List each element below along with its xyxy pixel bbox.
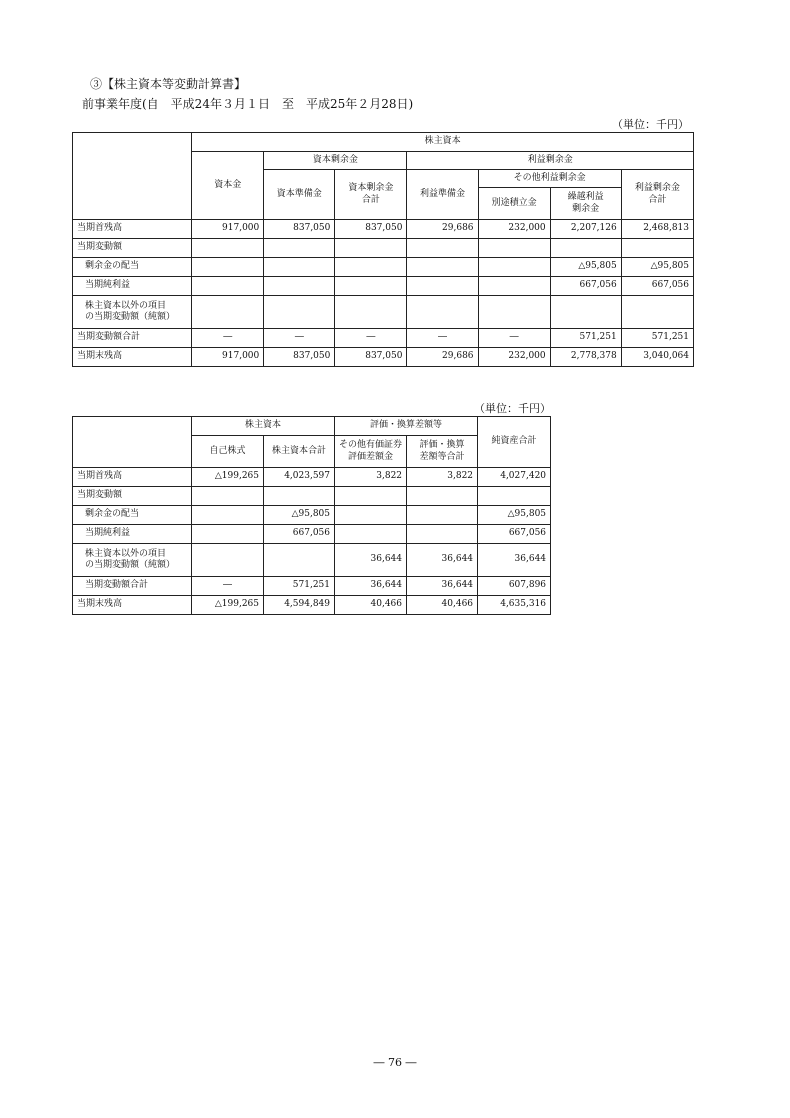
t1-header-retained-total: 利益剰余金 合計	[621, 170, 693, 220]
table-cell: 4,635,316	[478, 596, 551, 615]
table-cell	[335, 487, 407, 506]
table-cell	[550, 239, 621, 258]
table-cell	[478, 239, 550, 258]
statement-heading: ③【株主資本等変動計算書】	[90, 77, 247, 91]
table-cell	[192, 525, 264, 544]
table-cell: 837,050	[264, 348, 335, 367]
table-cell: △199,265	[192, 596, 264, 615]
table-cell	[192, 258, 264, 277]
table-cell	[407, 525, 478, 544]
table-cell: ―	[192, 329, 264, 348]
unit-label-1: （単位：千円）	[612, 118, 689, 131]
table-cell: 36,644	[335, 577, 407, 596]
table-cell	[335, 525, 407, 544]
table-cell	[264, 544, 335, 577]
table-cell: ―	[478, 329, 550, 348]
table-cell	[335, 239, 407, 258]
table-cell: 29,686	[407, 220, 478, 239]
t1-header-capital-surplus: 資本剰余金	[264, 152, 407, 170]
table-cell	[407, 239, 478, 258]
unit-label-2: （単位：千円）	[474, 402, 551, 415]
table-cell	[621, 296, 693, 329]
t1-header-other-retained: その他利益剰余金	[478, 170, 621, 188]
table-cell: 571,251	[264, 577, 335, 596]
table-cell: ―	[192, 577, 264, 596]
table-row	[73, 258, 694, 277]
row-label: 当期純利益	[73, 525, 192, 544]
row-label: 剰余金の配当	[73, 506, 192, 525]
row-label: 株主資本以外の項目 の当期変動額（純額）	[73, 296, 192, 329]
table-cell: △95,805	[550, 258, 621, 277]
table-cell: △95,805	[621, 258, 693, 277]
table-cell	[264, 239, 335, 258]
table-cell: ―	[335, 329, 407, 348]
t1-header-retained-earnings: 利益剰余金	[407, 152, 694, 170]
row-label: 当期変動額合計	[73, 329, 192, 348]
table-row	[73, 596, 551, 615]
table-cell	[407, 487, 478, 506]
table-row	[73, 577, 551, 596]
table-cell: 667,056	[550, 277, 621, 296]
table-cell: 4,023,597	[264, 468, 335, 487]
t2-header-securities-diff: その他有価証券 評価差額金	[335, 436, 407, 468]
table-cell: 40,466	[407, 596, 478, 615]
table-cell	[192, 487, 264, 506]
table-cell: 667,056	[621, 277, 693, 296]
t1-header-general-reserve: 別途積立金	[478, 188, 550, 220]
table-row	[73, 468, 551, 487]
table-cell: 232,000	[478, 348, 550, 367]
t2-corner-cell	[73, 417, 192, 468]
table-cell	[478, 487, 551, 506]
table-row	[73, 296, 694, 329]
table-cell	[192, 544, 264, 577]
t2-header-equity-total: 株主資本合計	[264, 436, 335, 468]
table-row	[73, 329, 694, 348]
table-row	[73, 525, 551, 544]
table-cell	[478, 277, 550, 296]
table-cell: 232,000	[478, 220, 550, 239]
t1-header-capital-surplus-total: 資本剰余金 合計	[335, 170, 407, 220]
equity-changes-table-2	[72, 416, 551, 615]
row-label: 当期変動額合計	[73, 577, 192, 596]
table-cell: 36,644	[407, 544, 478, 577]
table-cell: 36,644	[478, 544, 551, 577]
table-cell: 571,251	[621, 329, 693, 348]
table-cell	[407, 277, 478, 296]
table-cell	[478, 296, 550, 329]
t1-header-capital-reserve: 資本準備金	[264, 170, 335, 220]
table-cell	[192, 277, 264, 296]
table-cell: 4,594,849	[264, 596, 335, 615]
t1-header-legal-reserve: 利益準備金	[407, 170, 478, 220]
table-row	[73, 239, 694, 258]
table-cell	[407, 296, 478, 329]
table-row	[73, 277, 694, 296]
table-cell	[621, 239, 693, 258]
table-cell: ―	[407, 329, 478, 348]
table-row	[73, 506, 551, 525]
table-row	[73, 487, 551, 506]
t2-header-valuation: 評価・換算差額等	[335, 417, 478, 436]
row-label: 当期末残高	[73, 596, 192, 615]
table-cell: 4,027,420	[478, 468, 551, 487]
table-cell: 2,468,813	[621, 220, 693, 239]
table-row	[73, 220, 694, 239]
t1-header-capital: 資本金	[192, 152, 264, 220]
table-cell	[264, 487, 335, 506]
t2-header-treasury-stock: 自己株式	[192, 436, 264, 468]
table-cell: 917,000	[192, 348, 264, 367]
table-cell: 3,822	[335, 468, 407, 487]
row-label: 剰余金の配当	[73, 258, 192, 277]
t1-header-shareholders-equity: 株主資本	[192, 133, 694, 152]
fiscal-period: 前事業年度(自 平成24年３月１日 至 平成25年２月28日)	[82, 97, 414, 111]
table-cell: 837,050	[335, 348, 407, 367]
table-cell	[407, 258, 478, 277]
table-cell	[264, 258, 335, 277]
row-label: 当期変動額	[73, 239, 192, 258]
table-cell: 667,056	[478, 525, 551, 544]
table-cell: 837,050	[264, 220, 335, 239]
table-cell	[264, 277, 335, 296]
row-label: 当期首残高	[73, 468, 192, 487]
row-label: 当期変動額	[73, 487, 192, 506]
page-number: ― 76 ―	[373, 1056, 417, 1069]
table-cell: 571,251	[550, 329, 621, 348]
table-cell: ―	[264, 329, 335, 348]
table-cell	[192, 239, 264, 258]
table-cell	[264, 296, 335, 329]
table-row	[73, 544, 551, 577]
row-label: 当期末残高	[73, 348, 192, 367]
table-cell	[478, 258, 550, 277]
table-cell: △95,805	[478, 506, 551, 525]
t1-corner-cell	[73, 133, 192, 220]
table-cell: △199,265	[192, 468, 264, 487]
table-cell: 917,000	[192, 220, 264, 239]
table-cell: △95,805	[264, 506, 335, 525]
row-label: 当期純利益	[73, 277, 192, 296]
row-label: 株主資本以外の項目 の当期変動額（純額）	[73, 544, 192, 577]
table-cell: 3,040,064	[621, 348, 693, 367]
table-cell: 36,644	[335, 544, 407, 577]
table-cell	[335, 506, 407, 525]
table-cell	[192, 296, 264, 329]
table-cell	[407, 506, 478, 525]
table-cell: 837,050	[335, 220, 407, 239]
t2-header-net-assets: 純資産合計	[478, 417, 551, 468]
t2-header-shareholders-equity: 株主資本	[192, 417, 335, 436]
table-cell	[335, 277, 407, 296]
table-cell	[192, 506, 264, 525]
table-cell	[335, 258, 407, 277]
table-cell: 2,778,378	[550, 348, 621, 367]
table-cell: 29,686	[407, 348, 478, 367]
t2-body	[73, 468, 551, 615]
table-row	[73, 348, 694, 367]
t1-body	[73, 220, 694, 367]
table-cell: 36,644	[407, 577, 478, 596]
t2-header-valuation-total: 評価・換算 差額等合計	[407, 436, 478, 468]
table-cell: 2,207,126	[550, 220, 621, 239]
table-cell: 667,056	[264, 525, 335, 544]
equity-changes-table-1	[72, 132, 694, 367]
table-cell: 40,466	[335, 596, 407, 615]
table-cell: 607,896	[478, 577, 551, 596]
table-cell: 3,822	[407, 468, 478, 487]
t1-header-carried-forward: 繰越利益 剰余金	[550, 188, 621, 220]
table-cell	[335, 296, 407, 329]
table-cell	[550, 296, 621, 329]
row-label: 当期首残高	[73, 220, 192, 239]
